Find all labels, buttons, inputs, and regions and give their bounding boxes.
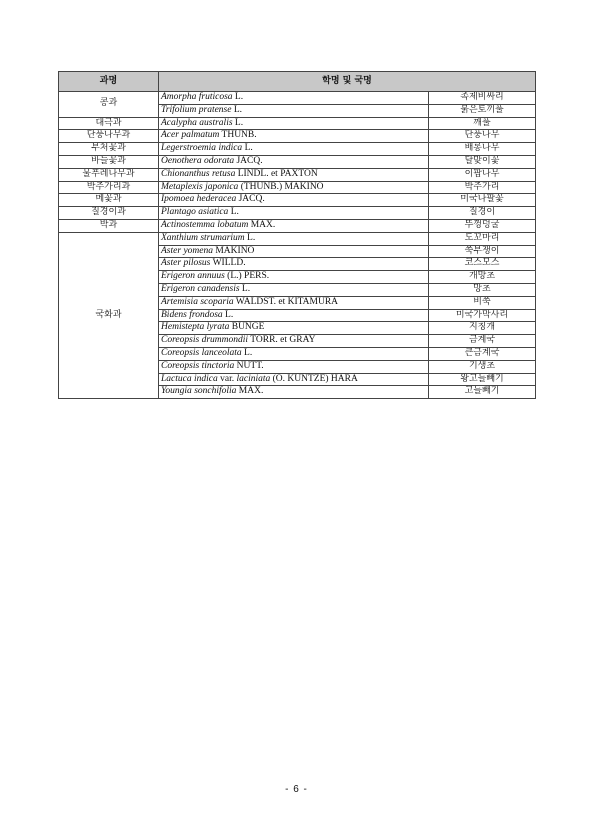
korean-name-cell: 금계국 [429,335,536,348]
scientific-name-cell [159,258,429,271]
scientific-name-cell [159,296,429,309]
table-row [59,194,536,207]
table-row [59,92,536,105]
genus-name: Lactuca [161,373,192,384]
genus-name: Bidens [161,309,187,320]
author-citation: NUTT. [236,360,264,371]
scientific-name-cell [159,309,429,322]
author-citation: L. [241,283,251,294]
genus-name: Artemisia [161,296,198,307]
scientific-name-cell [159,143,429,156]
species-epithet: lyrata [206,322,230,333]
korean-name-cell: 쑥부쟁이 [429,245,536,258]
species-column-header: 학명 및 국명 [159,72,536,92]
variety-name: laciniata [236,373,271,384]
author-citation: (O. KUNTZE) HARA [272,373,358,384]
genus-name: Plantago [161,207,196,218]
scientific-name-cell [159,168,429,181]
author-citation: WILLD. [212,258,246,269]
genus-name: Legerstroemia [161,143,217,154]
species-epithet: odorata [204,155,235,166]
korean-name-cell: 붉은토끼풀 [429,104,536,117]
species-epithet: indica [193,373,218,384]
genus-name: Erigeron [161,271,195,282]
genus-name: Actinostemma [161,219,215,230]
scientific-name-cell [159,245,429,258]
scientific-name-cell [159,92,429,105]
table-row [59,181,536,194]
korean-name-cell: 배롱나무 [429,143,536,156]
species-epithet: fruticosa [198,92,233,102]
family-column-header: 과명 [59,72,159,92]
author-citation: L. [247,232,256,243]
variety-marker: var. [220,373,235,384]
genus-name: Hemistepta [161,322,205,333]
table-row [59,232,536,245]
species-epithet: scoparia [200,296,234,307]
scientific-name-cell [159,271,429,284]
author-citation: LINDL. et PAXTON [237,168,318,179]
family-cell: 대극과 [59,117,159,130]
korean-name-cell: 지칭개 [429,322,536,335]
author-citation: BUNGE [231,322,265,333]
species-epithet: tinctoria [201,360,235,371]
scientific-name-cell [159,373,429,386]
scientific-name-cell [159,130,429,143]
scientific-name-cell [159,283,429,296]
species-epithet: lanceolata [201,347,242,358]
family-cell: 국화과 [59,232,159,398]
scientific-name-cell [159,207,429,220]
korean-name-cell: 도꼬마리 [429,232,536,245]
genus-name: Amorpha [161,92,197,102]
scientific-name-cell [159,347,429,360]
genus-name: Aster [161,258,182,269]
family-cell: 물푸레나무과 [59,168,159,181]
author-citation: WALDST. et KITAMURA [235,296,339,307]
genus-name: Trifolium [161,104,197,115]
korean-name-cell: 왕고들빼기 [429,373,536,386]
species-epithet: yomena [183,245,213,256]
genus-name: Coreopsis [161,347,200,358]
author-citation: L. [230,207,239,218]
family-cell: 콩과 [59,92,159,118]
scientific-name-cell [159,232,429,245]
korean-name-cell: 이팝나무 [429,168,536,181]
genus-name: Youngia [161,386,192,397]
family-cell: 바늘꽃과 [59,155,159,168]
author-citation: JACQ. [236,155,263,166]
genus-name: Aster [161,245,182,256]
page-number: - 6 - [285,784,308,795]
species-epithet: frondosa [189,309,223,320]
species-epithet: canadensis [197,283,240,294]
family-cell: 부처꽃과 [59,143,159,156]
korean-name-cell: 족제비싸리 [429,92,536,105]
korean-name-cell: 고들빼기 [429,386,536,399]
genus-name: Acer [161,130,179,141]
korean-name-cell: 망초 [429,283,536,296]
genus-name: Erigeron [161,283,195,294]
table-header-row [59,72,536,92]
family-cell: 질경이과 [59,207,159,220]
scientific-name-cell [159,155,429,168]
table-row [59,155,536,168]
korean-name-cell: 비쑥 [429,296,536,309]
author-citation: TORR. et GRAY [250,335,316,346]
korean-name-cell: 박주가리 [429,181,536,194]
species-epithet: hederacea [196,194,237,205]
species-epithet: retusa [211,168,236,179]
scientific-name-cell [159,181,429,194]
author-citation: L. [244,143,253,154]
species-epithet: strumarium [200,232,245,243]
author-citation: MAKINO [215,245,255,256]
author-citation: L. [234,92,244,102]
genus-name: Coreopsis [161,360,200,371]
table-row [59,117,536,130]
scientific-name-cell [159,219,429,232]
author-citation: (THUNB.) MAKINO [240,181,324,192]
korean-name-cell: 개망초 [429,271,536,284]
korean-name-cell: 미국가막사리 [429,309,536,322]
species-epithet: drummondii [201,335,249,346]
korean-name-cell: 뚜껑덩굴 [429,219,536,232]
scientific-name-cell [159,386,429,399]
scientific-name-cell [159,322,429,335]
species-table [58,71,536,399]
species-epithet: japonica [205,181,239,192]
author-citation: L. [244,347,253,358]
species-epithet: pratense [198,104,232,115]
korean-name-cell: 미국나팔꽃 [429,194,536,207]
korean-name-cell: 달맞이꽃 [429,155,536,168]
family-cell: 박과 [59,219,159,232]
genus-name: Coreopsis [161,335,200,346]
author-citation: L. [233,104,243,115]
table-body [59,92,536,399]
genus-name: Ipomoea [161,194,195,205]
genus-name: Oenothera [161,155,202,166]
scientific-name-cell [159,104,429,117]
family-cell: 박주가리과 [59,181,159,194]
author-citation: (L.) PERS. [227,271,270,282]
table-row [59,168,536,181]
korean-name-cell: 큰금계국 [429,347,536,360]
scientific-name-cell [159,194,429,207]
author-citation: L. [234,117,244,128]
genus-name: Metaplexis [161,181,203,192]
genus-name: Chionanthus [161,168,210,179]
species-epithet: indica [218,143,243,154]
species-epithet: palmatum [181,130,220,141]
korean-name-cell: 코스모스 [429,258,536,271]
species-epithet: australis [199,117,233,128]
korean-name-cell: 깨풀 [429,117,536,130]
korean-name-cell: 기생초 [429,360,536,373]
family-cell: 단풍나무과 [59,130,159,143]
genus-name: Xanthium [161,232,198,243]
scientific-name-cell [159,360,429,373]
table-row [59,130,536,143]
author-citation: THUNB. [221,130,257,141]
species-epithet: pilosus [183,258,211,269]
korean-name-cell: 단풍나무 [429,130,536,143]
scientific-name-cell [159,117,429,130]
author-citation: MAX. [238,386,264,397]
species-epithet: sonchifolia [194,386,237,397]
species-epithet: annuus [197,271,225,282]
table-row [59,143,536,156]
table-row [59,219,536,232]
author-citation: L. [225,309,234,320]
species-epithet: lobatum [217,219,249,230]
author-citation: MAX. [250,219,276,230]
family-cell: 메꽃과 [59,194,159,207]
author-citation: JACQ. [238,194,265,205]
genus-name: Acalypha [161,117,197,128]
table-row [59,207,536,220]
korean-name-cell: 질경이 [429,207,536,220]
scientific-name-cell [159,335,429,348]
species-epithet: asiatica [198,207,229,218]
